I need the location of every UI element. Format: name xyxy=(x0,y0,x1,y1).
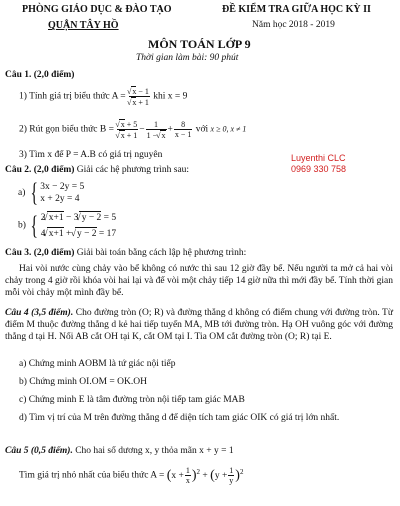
q1-part2-condition: x ≥ 0, x ≠ 1 xyxy=(210,124,247,134)
watermark-phone: 0969 330 758 xyxy=(291,164,347,174)
q3-intro: Giải bài toán bằng cách lập hệ phương trình: xyxy=(76,248,247,258)
q2-b-equations xyxy=(41,211,116,240)
exam-title: ĐỀ KIỂM TRA GIỮA HỌC KỲ II xyxy=(222,4,371,15)
brace-icon: { xyxy=(30,210,39,240)
q5-find xyxy=(19,466,243,485)
q2-a-eq2: x + 2y = 4 xyxy=(40,194,80,204)
q2-heading xyxy=(5,165,189,175)
q2-b-eq2: 4√ x+1 + √ y − 2 = 17 xyxy=(41,227,116,240)
q1-part1-pre: 1) Tính giá trị biểu thức A = xyxy=(19,91,126,102)
district-name: QUẬN TÂY HỒ xyxy=(48,20,119,31)
q4-title: Câu 4 (3,5 điểm). xyxy=(5,308,74,318)
q3-heading xyxy=(5,248,246,258)
q4-part-c: c) Chứng minh E là tâm đường tròn nội tiếp tam giác MAB xyxy=(19,395,245,405)
q5-intro: Cho hai số dương x, y thỏa mãn x + y = 1 xyxy=(75,446,234,456)
q5-title: Câu 5 (0,5 điểm). xyxy=(5,446,73,456)
q2-system-b xyxy=(18,211,116,240)
q2-intro: Giải các hệ phương trình sau: xyxy=(76,165,190,175)
q1-part3: 3) Tìm x để P = A.B có giá trị nguyên xyxy=(19,150,163,160)
q1-part2: 2) Rút gọn biểu thức B = √ x + 5 √ x + 1 − $\frac{1}{1 - √ x}$ + $\frac{8}{x - 1}$ với x ≥ 0, x ≠ 1 xyxy=(19,119,246,140)
q5-find-text: Tìm giá trị nhỏ nhất của biểu thức A = xyxy=(19,470,165,481)
q2-a-label: a) xyxy=(18,188,26,198)
exam-duration: Thời gian làm bài: 90 phút xyxy=(136,53,239,63)
q1-part1-post: khi x = 9 xyxy=(153,91,188,102)
q1-part2-pre: 2) Rút gọn biểu thức B = xyxy=(19,124,114,135)
formula-a-fraction: √ x − 1 √ x + 1 xyxy=(129,86,150,107)
q2-b-label: b) xyxy=(18,220,26,231)
brace-icon: { xyxy=(30,178,38,207)
q2-b-eq1: 2√ x+1 − 3√ y − 2 = 5 xyxy=(41,211,116,224)
q2-system-a xyxy=(18,180,84,206)
watermark-name: Luyenthi CLC xyxy=(291,153,346,163)
q4-text: Cho đường tròn (O; R) và đường thẳng d không có điểm chung với đường tròn. Từ điểm M thuộc đường thẳng d kẻ hai tiếp tuyến MA, MB tới đường tròn. Hạ OH vuông góc với đường thẳng d tại H. Nối AB cắt OH tại K, cắt OM tại I. Tia OM cắt đường tròn (O; R) tại E. xyxy=(5,308,394,342)
formula-q5: (x + $\frac{1}{x}$ )$^2$ + (y + $\frac{1}{y}$ )$^2$ xyxy=(166,466,244,485)
q1-title xyxy=(5,70,74,80)
q1-part1 xyxy=(19,86,187,107)
q4-part-d: d) Tìm vị trí của M trên đường thẳng d để diện tích tam giác OIK có giá trị lớn nhất. xyxy=(19,413,340,423)
formula-b-frac1: √ x + 5 √ x + 1 xyxy=(117,119,138,140)
formula-b-frac2: $\frac{1}{1 - √ x}$ xyxy=(146,120,167,140)
q1-title-text: Câu 1. (2,0 điểm) xyxy=(5,70,75,80)
q1-part2-post: với xyxy=(195,124,209,135)
q3-problem-text: Hai vòi nước cùng chảy vào bể không có nước thì sau 12 giờ đầy bể. Nếu người ta mở cả hai vòi chảy trong 4 giờ rồi khóa vòi hai lại và để vòi một chảy tiếp 14 giờ nữa thì mới đầy bể. Tính thời gian mỗi vòi chảy một mình đầy bể. xyxy=(5,264,393,298)
q3-title: Câu 3. (2,0 điểm) xyxy=(5,248,75,258)
q2-title: Câu 2. (2,0 điểm) xyxy=(5,165,75,175)
q2-a-equations xyxy=(40,181,84,205)
subject-title: MÔN TOÁN LỚP 9 xyxy=(148,37,251,51)
school-year: Năm học 2018 - 2019 xyxy=(252,20,335,30)
formula-b-frac3: $\frac{8}{x - 1}$ xyxy=(174,120,192,139)
q4-part-b: b) Chứng minh OI.OM = OK.OH xyxy=(19,377,147,387)
q5-heading xyxy=(5,446,234,456)
q4-block xyxy=(5,307,393,343)
department-name: PHÒNG GIÁO DỤC & ĐÀO TẠO xyxy=(22,4,172,15)
q2-a-eq1: 3x − 2y = 5 xyxy=(40,182,85,192)
q4-part-a: a) Chứng minh AOBM là tứ giác nội tiếp xyxy=(19,359,176,369)
